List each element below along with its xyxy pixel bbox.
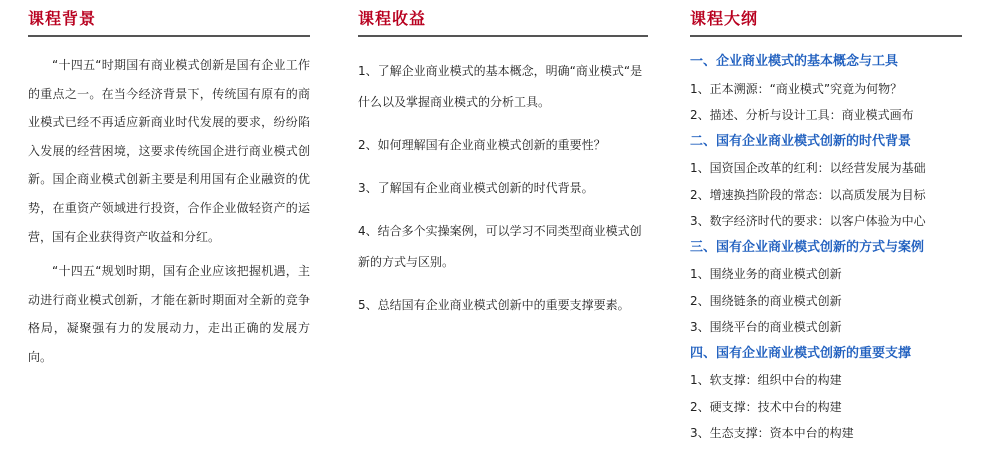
outline-divider bbox=[690, 35, 962, 37]
outline-item: 3、生态支撑：资本中台的构建 bbox=[690, 426, 854, 440]
benefits-column bbox=[358, 0, 648, 321]
benefit-item-2: 2、如何理解国有企业商业模式创新的重要性？ bbox=[358, 138, 606, 152]
outline-item: 3、数字经济时代的要求：以客户体验为中心 bbox=[690, 214, 926, 228]
background-divider bbox=[28, 35, 310, 37]
benefits-list bbox=[358, 56, 648, 321]
outline-item: 1、国资国企改革的红利：以经营发展为基础 bbox=[690, 161, 926, 175]
outline-item: 1、围绕业务的商业模式创新 bbox=[690, 267, 842, 281]
benefits-divider bbox=[358, 35, 648, 37]
outline-item: 3、围绕平台的商业模式创新 bbox=[690, 320, 842, 334]
outline-item: 2、围绕链条的商业模式创新 bbox=[690, 293, 842, 308]
outline-item: 2、硬支撑：技术中台的构建 bbox=[690, 399, 842, 414]
outline-list bbox=[690, 49, 962, 447]
background-column bbox=[28, 0, 310, 372]
outline-item: 1、正本溯源：“商业模式”究竟为何物？ bbox=[690, 81, 903, 96]
benefit-item-3: 3、了解国有企业商业模式创新的时代背景。 bbox=[358, 181, 594, 195]
outline-heading-1: 一、企业商业模式的基本概念与工具 bbox=[690, 54, 899, 69]
background-paragraph-1: “十四五“时期国有商业模式创新是国有企业工作的重点之一。在当今经济背景下，传统国有原有的商业模式已经不再适应新商业时代发展的要求，纷纷陷入发展的经营困境，这要求传统国企进行商业模式创新。国企商业模式创新主要是利用国有企业融资的优势，在重资产领域进行投资，合作企业做轻资产的运营，国有企业获得资产收益和分红。 bbox=[28, 58, 310, 244]
background-title: 课程背景 bbox=[28, 9, 97, 28]
benefits-title: 课程收益 bbox=[358, 9, 427, 28]
benefit-item-4: 4、结合多个实操案例，可以学习不同类型商业模式创新的方式与区别。 bbox=[358, 224, 642, 269]
benefit-item-5: 5、总结国有企业商业模式创新中的重要支撑要素。 bbox=[358, 298, 630, 312]
outline-item: 2、描述、分析与设计工具：商业模式画布 bbox=[690, 108, 914, 122]
background-paragraph-2: “十四五“规划时期，国有企业应该把握机遇，主动进行商业模式创新，才能在新时期面对全新的竞争格局，凝聚强有力的发展动力，走出正确的发展方向。 bbox=[28, 264, 310, 364]
outline-column bbox=[690, 0, 962, 447]
outline-heading-4: 四、国有企业商业模式创新的重要支撑 bbox=[690, 345, 912, 361]
outline-heading-2: 二、国有企业商业模式创新的时代背景 bbox=[690, 133, 912, 149]
outline-item: 2、增速换挡阶段的常态：以高质发展为目标 bbox=[690, 187, 926, 202]
benefit-item-1: 1、了解企业商业模式的基本概念，明确“商业模式“是什么以及掌握商业模式的分析工具。 bbox=[358, 64, 643, 109]
outline-item: 1、软支撑：组织中台的构建 bbox=[690, 373, 842, 387]
outline-title: 课程大纲 bbox=[690, 9, 759, 28]
outline-heading-3: 三、国有企业商业模式创新的方式与案例 bbox=[690, 239, 925, 255]
